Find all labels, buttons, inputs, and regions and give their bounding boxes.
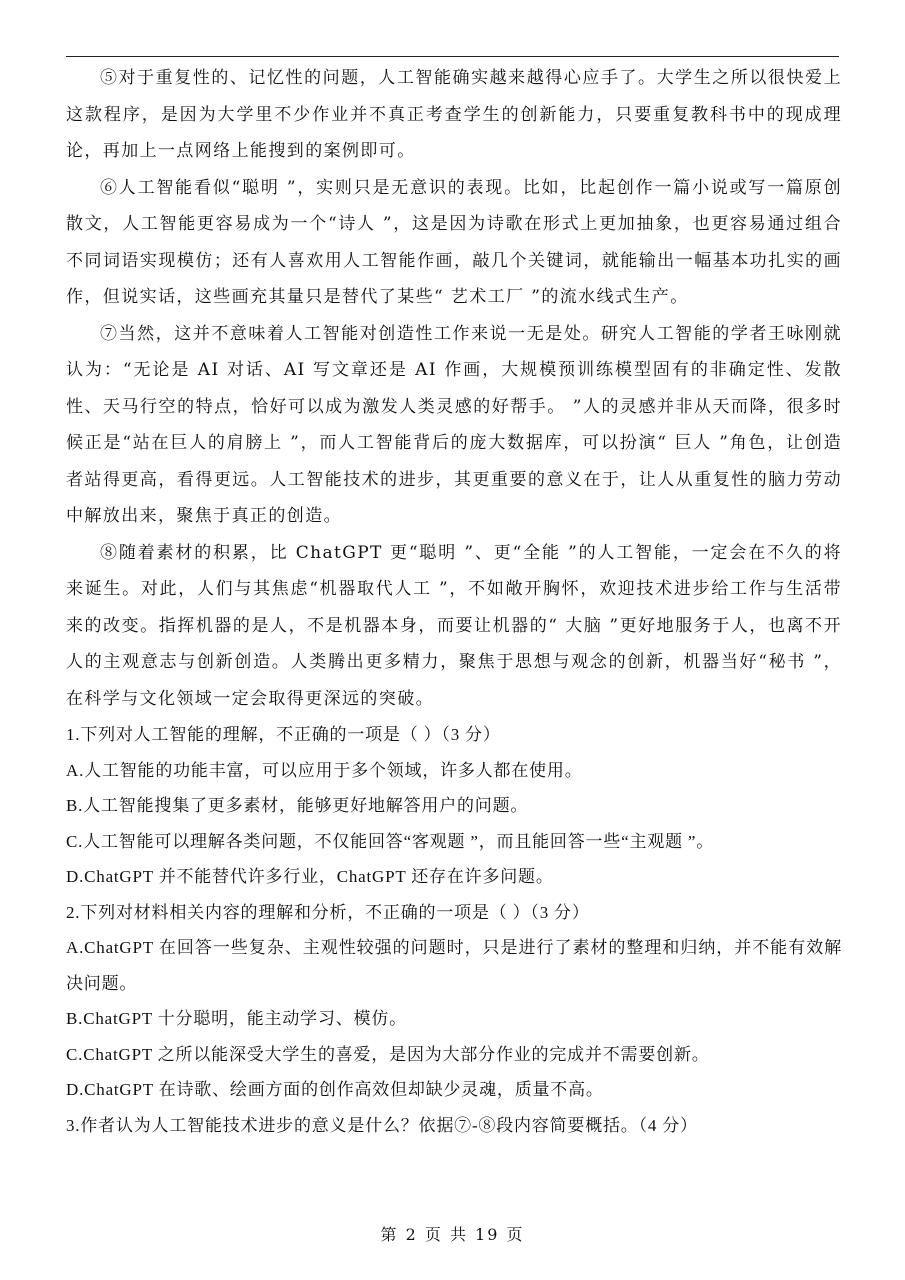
question-1-option-d: D.ChatGPT 并不能替代许多行业，ChatGPT 还存在许多问题。 <box>66 867 554 886</box>
question-2-option-d: D.ChatGPT 在诗歌、绘画方面的创作高效但却缺少灵魂，质量不高。 <box>66 1080 604 1099</box>
page-content <box>66 60 842 1143</box>
question-1-option-b: B.人工智能搜集了更多素材，能够更好地解答用户的问题。 <box>66 796 529 815</box>
passage-paragraph-6: ⑥人工智能看似“聪明 ”，实则只是无意识的表现。比如，比起创作一篇小说或写一篇原创散文，人工智能更容易成为一个“诗人 ”，这是因为诗歌在形式上更加抽象，也更容易通过组合不同词语实现模仿；还有人喜欢用人工智能作画，敲几个关键词，就能输出一幅基本功扎实的画作，但说实话，这些画充其量只是替代了某些“ 艺术工厂 ”的流水线式生产。 <box>66 177 842 307</box>
passage-paragraph-5: ⑤对于重复性的、记忆性的问题，人工智能确实越来越得心应手了。大学生之所以很快爱上这款程序，是因为大学里不少作业并不真正考查学生的创新能力，只要重复教科书中的现成理论，再加上一点网络上能搜到的案例即可。 <box>66 68 842 161</box>
question-2-option-b: B.ChatGPT 十分聪明，能主动学习、模仿。 <box>66 1009 407 1028</box>
passage-paragraph-7: ⑦当然，这并不意味着人工智能对创造性工作来说一无是处。研究人工智能的学者王咏刚就认为：“无论是 AI 对话、AI 写文章还是 AI 作画，大规模预训练模型固有的非确定性、发散性、天马行空的特点，恰好可以成为激发人类灵感的好帮手。 ”人的灵感并非从天而降，很多时候正是“站在巨人的肩膀上 ”，而人工智能背后的庞大数据库，可以扮演“ 巨人 ”角色，让创造者站得更高，看得更远。人工智能技术的进步，其更重要的意义在于，让人从重复性的脑力劳动中解放出来，聚焦于真正的创造。 <box>66 323 842 526</box>
question-2-option-c: C.ChatGPT 之所以能深受大学生的喜爱，是因为大部分作业的完成并不需要创新。 <box>66 1044 710 1064</box>
header-rule <box>66 56 839 57</box>
question-1-option-a: A.人工智能的功能丰富，可以应用于多个领域，许多人都在使用。 <box>66 760 583 780</box>
passage-paragraph-8: ⑧随着素材的积累，比 ChatGPT 更“聪明 ”、更“全能 ”的人工智能，一定会在不久的将来诞生。对此，人们与其焦虑“机器取代人工 ”，不如敞开胸怀，欢迎技术进步给工作与生活带来的改变。指挥机器的是人，不是机器本身，而要让机器的“ 大脑 ”更好地服务于人，也离不开人的主观意志与创新创造。人类腾出更多精力，聚焦于思想与观念的创新，机器当好“秘书 ”，在科学与文化领域一定会取得更深远的突破。 <box>66 542 842 709</box>
question-2-stem: 2.下列对材料相关内容的理解和分析，不正确的一项是（ ）（3 分） <box>66 902 590 922</box>
question-3-stem: 3.作者认为人工智能技术进步的意义是什么？依据⑦-⑧段内容简要概括。（4 分） <box>66 1115 698 1135</box>
question-2-option-a: A.ChatGPT 在回答一些复杂、主观性较强的问题时，只是进行了素材的整理和归纳，并不能有效解决问题。 <box>66 938 842 993</box>
question-1-option-c: C.人工智能可以理解各类问题，不仅能回答“客观题 ”，而且能回答一些“主观题 ”。 <box>66 831 715 851</box>
page-number-footer: 第 2 页 共 19 页 <box>380 1225 525 1244</box>
question-1-stem: 1.下列对人工智能的理解，不正确的一项是（ ）（3 分） <box>66 725 501 744</box>
